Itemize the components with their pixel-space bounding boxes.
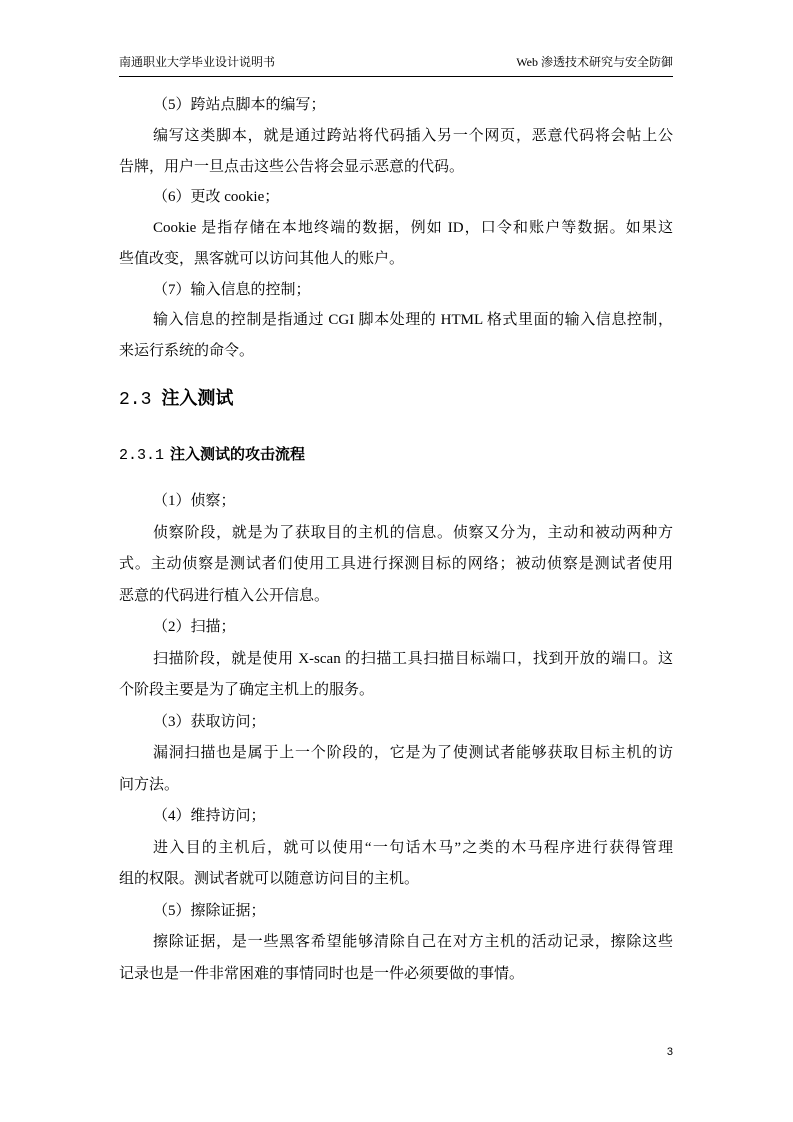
section-attack-flow <box>119 486 673 990</box>
paragraph-line: 侦察阶段，就是为了获取目的主机的信息。侦察又分为，主动和被动两种方 <box>153 524 673 541</box>
paragraph-line: 记录也是一件非常困难的事情同时也是一件必须要做的事情。 <box>119 965 525 982</box>
paragraph-line: 编写这类脚本，就是通过跨站将代码插入另一个网页，恶意代码将会帖上公 <box>153 127 673 144</box>
section-heading <box>119 378 233 418</box>
paragraph-line: 漏洞扫描也是属于上一个阶段的，它是为了使测试者能够获取目标主机的访 <box>153 745 673 761</box>
subsection-number: 2.3.1 <box>119 447 165 464</box>
header-divider <box>119 76 673 77</box>
section-number: 2.3 <box>119 390 152 410</box>
paragraph-line: 来运行系统的命令。 <box>119 343 255 359</box>
paragraph-line: 输入信息的控制是指通过 CGI 脚本处理的 HTML 格式里面的输入信息控制， <box>153 312 673 329</box>
paragraph-line: 进入目的主机后，就可以使用“一句话木马”之类的木马程序进行获得管理 <box>153 839 673 856</box>
step-label: （2）扫描； <box>153 619 236 635</box>
paragraph-line: 个阶段主要是为了确定主机上的服务。 <box>119 682 375 698</box>
list-item-label: （7）输入信息的控制； <box>153 281 311 298</box>
paragraph-line: 组的权限。测试者就可以随意访问目的主机。 <box>119 871 420 887</box>
page-header <box>119 53 673 71</box>
page-number: 3 <box>666 1046 673 1058</box>
paragraph-line: 告牌，用户一旦点击这些公告将会显示恶意的代码。 <box>119 158 465 175</box>
section-web-attacks-continued <box>119 90 673 367</box>
paragraph-line: 恶意的代码进行植入公开信息。 <box>119 587 330 604</box>
step-label: （1）侦察； <box>153 493 236 509</box>
subsection-title: 注入测试的攻击流程 <box>170 445 306 463</box>
paragraph-line: 擦除证据，是一些黑客希望能够清除自己在对方主机的活动记录，擦除这些 <box>153 934 673 950</box>
paragraph-line: Cookie 是指存储在本地终端的数据，例如 ID，口令和账户等数据。如果这 <box>153 220 673 236</box>
header-thesis-title: Web 渗透技术研究与安全防御 <box>516 55 673 69</box>
paragraph-line: 些值改变，黑客就可以访问其他人的账户。 <box>119 250 405 267</box>
step-label: （4）维持访问； <box>153 808 266 824</box>
paragraph-line: 扫描阶段，就是使用 X-scan 的扫描工具扫描目标端口，找到开放的端口。这 <box>153 650 673 667</box>
subsection-heading <box>119 436 305 472</box>
step-label: （3）获取访问； <box>153 713 266 730</box>
paragraph-line: 问方法。 <box>119 776 180 793</box>
step-label: （5）擦除证据； <box>153 902 266 919</box>
list-item-label: （6）更改 cookie； <box>153 189 280 206</box>
section-title: 注入测试 <box>161 388 234 409</box>
paragraph-line: 式。主动侦察是测试者们使用工具进行探测目标的网络；被动侦察是测试者使用 <box>119 556 673 572</box>
header-institution: 南通职业大学毕业设计说明书 <box>119 55 276 69</box>
list-item-label: （5）跨站点脚本的编写； <box>153 97 326 113</box>
